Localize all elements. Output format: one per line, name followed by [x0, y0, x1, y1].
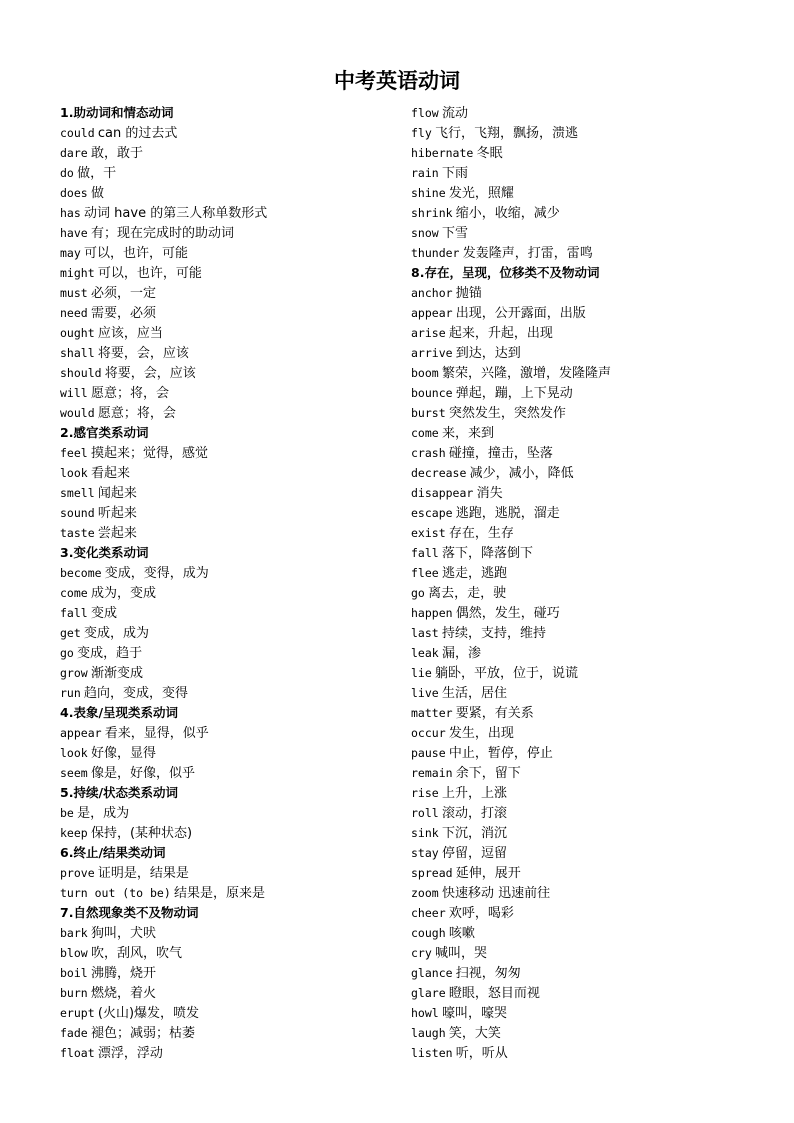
vocab-meaning: 必须，一定: [90, 286, 156, 301]
vocab-word: go: [60, 646, 74, 660]
vocab-meaning: 摸起来；觉得，感觉: [90, 446, 208, 461]
vocab-meaning: 像是，好像，似乎: [90, 766, 195, 781]
vocab-entry: [60, 1023, 400, 1043]
vocab-word: boom: [411, 366, 439, 380]
vocab-entry: [60, 263, 400, 283]
vocab-meaning: 愿意；将，会: [97, 406, 176, 421]
vocab-word: run: [60, 686, 81, 700]
vocab-word: laugh: [411, 1026, 446, 1040]
vocab-word: shall: [60, 346, 95, 360]
vocab-word: shrink: [411, 206, 453, 220]
vocab-meaning: 扫视，匆匆: [455, 966, 521, 981]
vocab-meaning: 瞪眼，怒目而视: [448, 986, 540, 1001]
vocab-word: decrease: [411, 466, 467, 480]
section-heading-text: 8.存在，呈现，位移类不及物动词: [411, 265, 600, 280]
vocab-word: exist: [411, 526, 446, 540]
vocab-word: roll: [411, 806, 439, 820]
vocab-entry: [411, 763, 751, 783]
vocab-word: come: [60, 586, 88, 600]
vocab-meaning: 渐渐变成: [90, 666, 143, 681]
vocab-meaning: 将要，会，应该: [104, 366, 196, 381]
vocab-entry: [411, 503, 751, 523]
vocab-word: become: [60, 566, 102, 580]
vocab-entry: [60, 663, 400, 683]
vocab-meaning: 抛锚: [455, 286, 482, 301]
section-heading-text: 7.自然现象类不及物动词: [60, 905, 199, 920]
section-heading: [60, 783, 400, 803]
vocab-word: float: [60, 1046, 95, 1060]
vocab-word: fade: [60, 1026, 88, 1040]
vocab-meaning: 看来，显得，似乎: [104, 726, 209, 741]
vocab-meaning: (火山)爆发，喷发: [97, 1006, 200, 1021]
vocab-word: cheer: [411, 906, 446, 920]
vocab-meaning: 碰撞，撞击，坠落: [448, 446, 553, 461]
vocab-entry: [411, 683, 751, 703]
vocab-meaning: 可以，也许，可能: [84, 246, 189, 261]
vocab-meaning: 消失: [476, 486, 503, 501]
vocab-entry: [411, 1003, 751, 1023]
vocab-word: should: [60, 366, 102, 380]
vocab-meaning: 成为，变成: [90, 586, 156, 601]
vocab-entry: [411, 603, 751, 623]
vocab-entry: [411, 843, 751, 863]
vocab-word: look: [60, 466, 88, 480]
vocab-meaning: 流动: [441, 106, 468, 121]
vocab-entry: [60, 623, 400, 643]
vocab-meaning: 需要，必须: [90, 306, 156, 321]
vocab-word: may: [60, 246, 81, 260]
vocab-word: does: [60, 186, 88, 200]
vocab-word: remain: [411, 766, 453, 780]
vocab-word: cry: [411, 946, 432, 960]
section-heading: [411, 263, 751, 283]
vocab-meaning: 到达，达到: [455, 346, 521, 361]
vocab-word: fall: [411, 546, 439, 560]
vocab-entry: [411, 443, 751, 463]
vocab-entry: [60, 863, 400, 883]
vocab-meaning: 有；现在完成时的助动词: [90, 226, 234, 241]
vocab-meaning: 发光，照耀: [448, 186, 514, 201]
vocab-entry: [411, 823, 751, 843]
vocab-entry: [60, 563, 400, 583]
vocab-word: snow: [411, 226, 439, 240]
vocab-meaning: 突然发生，突然发作: [448, 406, 566, 421]
vocab-entry: [411, 943, 751, 963]
vocab-word: howl: [411, 1006, 439, 1020]
vocab-meaning: 应该，应当: [97, 326, 163, 341]
vocab-meaning: 弹起，蹦，上下晃动: [455, 386, 573, 401]
vocab-meaning: 变成，趋于: [77, 646, 143, 661]
vocab-meaning: 好像，显得: [90, 746, 156, 761]
vocab-word: shine: [411, 186, 446, 200]
vocab-entry: [411, 463, 751, 483]
vocab-word: flow: [411, 106, 439, 120]
vocab-meaning: 燃烧，着火: [90, 986, 156, 1001]
vocab-meaning: 缩小，收缩，减少: [455, 206, 560, 221]
vocab-word: fall: [60, 606, 88, 620]
vocab-entry: [411, 383, 751, 403]
vocab-entry: [60, 683, 400, 703]
vocab-word: cough: [411, 926, 446, 940]
vocab-word: go: [411, 586, 425, 600]
vocab-entry: [60, 823, 400, 843]
vocab-word: occur: [411, 726, 446, 740]
vocab-meaning: 逃走，逃跑: [441, 566, 507, 581]
left-column: [60, 103, 400, 1063]
vocab-meaning: 做，干: [77, 166, 117, 181]
vocab-meaning: 下雪: [441, 226, 468, 241]
section-heading: [60, 843, 400, 863]
vocab-entry: [60, 923, 400, 943]
vocab-entry: [60, 223, 400, 243]
vocab-entry: [411, 723, 751, 743]
vocab-meaning: 褪色；减弱；枯萎: [90, 1026, 195, 1041]
vocab-word: prove: [60, 866, 95, 880]
vocab-meaning: 狗叫，犬吠: [90, 926, 156, 941]
vocab-meaning: 喊叫，哭: [435, 946, 488, 961]
vocab-entry: [60, 463, 400, 483]
vocab-entry: [60, 803, 400, 823]
vocab-word: do: [60, 166, 74, 180]
vocab-word: hibernate: [411, 146, 474, 160]
vocab-entry: [60, 283, 400, 303]
vocab-entry: [411, 363, 751, 383]
vocab-entry: [60, 203, 400, 223]
section-heading-text: 3.变化类系动词: [60, 545, 149, 560]
vocab-word: spread: [411, 866, 453, 880]
vocab-meaning: 快速移动 迅速前往: [441, 886, 551, 901]
vocab-word: come: [411, 426, 439, 440]
vocab-meaning: 笑，大笑: [448, 1026, 501, 1041]
vocab-entry: [411, 143, 751, 163]
vocab-entry: [411, 283, 751, 303]
vocab-entry: [411, 203, 751, 223]
vocab-meaning: 繁荣，兴隆，激增，发隆隆声: [441, 366, 611, 381]
vocab-entry: [60, 123, 400, 143]
vocab-entry: [60, 243, 400, 263]
vocab-word: blow: [60, 946, 88, 960]
vocab-entry: [60, 743, 400, 763]
vocab-word: lie: [411, 666, 432, 680]
vocab-word: could: [60, 126, 95, 140]
vocab-entry: [60, 1043, 400, 1063]
vocab-word: burn: [60, 986, 88, 1000]
vocab-meaning: 欢呼，喝彩: [448, 906, 514, 921]
vocab-meaning: 听起来: [97, 506, 137, 521]
vocab-entry: [411, 743, 751, 763]
vocab-entry: [411, 103, 751, 123]
vocab-entry: [60, 163, 400, 183]
vocab-word: arrive: [411, 346, 453, 360]
vocab-word: leak: [411, 646, 439, 660]
vocab-word: need: [60, 306, 88, 320]
vocab-word: listen: [411, 1046, 453, 1060]
vocab-entry: [60, 403, 400, 423]
vocab-entry: [411, 923, 751, 943]
vocab-entry: [411, 543, 751, 563]
vocab-word: fly: [411, 126, 432, 140]
vocab-entry: [60, 503, 400, 523]
vocab-meaning: 吹，刮风，吹气: [90, 946, 182, 961]
vocab-entry: [60, 943, 400, 963]
vocab-word: crash: [411, 446, 446, 460]
vocab-meaning: 愿意；将，会: [90, 386, 169, 401]
section-heading: [60, 103, 400, 123]
vocab-word: might: [60, 266, 95, 280]
vocab-word: have: [60, 226, 88, 240]
vocab-word: pause: [411, 746, 446, 760]
vocab-word: dare: [60, 146, 88, 160]
vocab-entry: [411, 303, 751, 323]
vocab-word: would: [60, 406, 95, 420]
vocab-meaning: 要紧，有关系: [455, 706, 534, 721]
vocab-meaning: can 的过去式: [97, 126, 178, 141]
vocab-word: grow: [60, 666, 88, 680]
vocab-word: rise: [411, 786, 439, 800]
vocab-entry: [60, 583, 400, 603]
vocab-word: feel: [60, 446, 88, 460]
vocab-meaning: 敢，敢于: [90, 146, 143, 161]
vocab-entry: [60, 183, 400, 203]
vocab-word: burst: [411, 406, 446, 420]
vocab-entry: [411, 523, 751, 543]
vocab-meaning: 漂浮，浮动: [97, 1046, 163, 1061]
vocab-meaning: 上升，上涨: [441, 786, 507, 801]
vocab-entry: [60, 343, 400, 363]
vocab-entry: [60, 523, 400, 543]
vocab-word: smell: [60, 486, 95, 500]
vocab-meaning: 尝起来: [97, 526, 137, 541]
vocab-meaning: 动词 have 的第三人称单数形式: [84, 206, 268, 221]
vocab-meaning: 变成，变得，成为: [104, 566, 209, 581]
vocab-meaning: 躺卧，平放，位于，说谎: [435, 666, 579, 681]
vocab-word: rain: [411, 166, 439, 180]
page-title: 中考英语动词: [334, 69, 460, 93]
vocab-entry: [411, 223, 751, 243]
section-heading-text: 2.感官类系动词: [60, 425, 149, 440]
vocab-entry: [60, 603, 400, 623]
vocab-entry: [60, 983, 400, 1003]
vocab-entry: [411, 903, 751, 923]
vocab-meaning: 证明是，结果是: [97, 866, 189, 881]
vocab-meaning: 起来，升起，出现: [448, 326, 553, 341]
vocab-word: anchor: [411, 286, 453, 300]
vocab-entry: [411, 623, 751, 643]
vocab-word: look: [60, 746, 88, 760]
vocab-entry: [60, 443, 400, 463]
vocab-entry: [411, 783, 751, 803]
vocab-word: boil: [60, 966, 88, 980]
vocab-word: seem: [60, 766, 88, 780]
vocab-meaning: 闻起来: [97, 486, 137, 501]
vocab-meaning: 飞行，飞翔，飘扬，溃逃: [435, 126, 579, 141]
vocab-entry: [411, 803, 751, 823]
vocab-meaning: 来，来到: [441, 426, 494, 441]
vocab-meaning: 做: [90, 186, 104, 201]
vocab-word: keep: [60, 826, 88, 840]
vocab-meaning: 落下，降落倒下: [441, 546, 533, 561]
vocab-entry: [411, 563, 751, 583]
vocab-word: matter: [411, 706, 453, 720]
vocab-meaning: 沸腾，烧开: [90, 966, 156, 981]
vocab-word: arise: [411, 326, 446, 340]
vocab-word: bounce: [411, 386, 453, 400]
vocab-entry: [411, 243, 751, 263]
vocab-word: taste: [60, 526, 95, 540]
vocab-word: zoom: [411, 886, 439, 900]
vocab-meaning: 结果是，原来是: [174, 886, 266, 901]
vocab-entry: [60, 643, 400, 663]
vocab-entry: [60, 483, 400, 503]
vocab-word: erupt: [60, 1006, 95, 1020]
section-heading-text: 5.持续/状态类系动词: [60, 785, 179, 800]
vocab-meaning: 下沉，消沉: [441, 826, 507, 841]
vocab-meaning: 余下，留下: [455, 766, 521, 781]
vocab-entry: [60, 1003, 400, 1023]
vocab-entry: [411, 183, 751, 203]
vocab-meaning: 持续，支持，维持: [441, 626, 546, 641]
vocab-meaning: 离去，走，驶: [428, 586, 507, 601]
section-heading: [60, 543, 400, 563]
vocab-entry: [411, 663, 751, 683]
vocab-word: escape: [411, 506, 453, 520]
vocab-meaning: 发生，出现: [448, 726, 514, 741]
vocab-meaning: 嚎叫，嚎哭: [441, 1006, 507, 1021]
vocab-entry: [60, 303, 400, 323]
vocab-word: ought: [60, 326, 95, 340]
vocab-word: flee: [411, 566, 439, 580]
vocab-word: stay: [411, 846, 439, 860]
vocab-entry: [60, 963, 400, 983]
vocab-entry: [411, 483, 751, 503]
vocab-entry: [411, 343, 751, 363]
vocab-meaning: 看起来: [90, 466, 130, 481]
section-heading-text: 6.终止/结果类动词: [60, 845, 166, 860]
vocab-entry: [60, 323, 400, 343]
vocab-meaning: 逃跑，逃脱，溜走: [455, 506, 560, 521]
vocab-entry: [411, 883, 751, 903]
vocab-word: live: [411, 686, 439, 700]
vocab-meaning: 趋向，变成，变得: [84, 686, 189, 701]
vocab-meaning: 漏，渗: [441, 646, 481, 661]
vocab-meaning: 延伸，展开: [455, 866, 521, 881]
vocab-word: must: [60, 286, 88, 300]
vocab-entry: [411, 983, 751, 1003]
vocab-entry: [411, 703, 751, 723]
vocab-meaning: 听，听从: [455, 1046, 508, 1061]
vocab-word: disappear: [411, 486, 474, 500]
vocab-meaning: 发轰隆声，打雷，雷鸣: [462, 246, 593, 261]
vocab-meaning: 是，成为: [77, 806, 130, 821]
vocab-meaning: 保持，(某种状态): [90, 826, 193, 841]
vocab-entry: [60, 383, 400, 403]
vocab-entry: [411, 1023, 751, 1043]
vocab-entry: [411, 163, 751, 183]
vocab-entry: [411, 123, 751, 143]
vocab-entry: [411, 423, 751, 443]
vocab-entry: [411, 1043, 751, 1063]
vocab-word: be: [60, 806, 74, 820]
vocab-word: turn out (to be): [60, 886, 171, 900]
vocab-meaning: 生活，居住: [441, 686, 507, 701]
vocab-word: last: [411, 626, 439, 640]
vocab-word: glare: [411, 986, 446, 1000]
vocab-entry: [411, 403, 751, 423]
section-heading: [60, 423, 400, 443]
vocab-entry: [411, 963, 751, 983]
vocab-entry: [411, 863, 751, 883]
section-heading-text: 1.助动词和情态动词: [60, 105, 174, 120]
vocab-meaning: 将要，会，应该: [97, 346, 189, 361]
vocab-word: appear: [411, 306, 453, 320]
vocab-word: appear: [60, 726, 102, 740]
vocab-meaning: 变成: [90, 606, 117, 621]
vocab-entry: [411, 643, 751, 663]
vocab-word: thunder: [411, 246, 460, 260]
vocab-meaning: 停留，逗留: [441, 846, 507, 861]
vocab-meaning: 出现，公开露面，出版: [455, 306, 586, 321]
right-column: [411, 103, 751, 1063]
vocab-entry: [411, 583, 751, 603]
vocab-entry: [60, 883, 400, 903]
section-heading: [60, 903, 400, 923]
vocab-meaning: 可以，也许，可能: [97, 266, 202, 281]
vocab-word: sound: [60, 506, 95, 520]
vocab-entry: [411, 323, 751, 343]
vocab-entry: [60, 363, 400, 383]
section-heading: [60, 703, 400, 723]
vocab-word: glance: [411, 966, 453, 980]
vocab-word: sink: [411, 826, 439, 840]
vocab-entry: [60, 763, 400, 783]
vocab-entry: [60, 723, 400, 743]
vocab-meaning: 冬眠: [476, 146, 503, 161]
vocab-meaning: 变成，成为: [84, 626, 150, 641]
vocab-word: happen: [411, 606, 453, 620]
vocab-meaning: 减少，减小，降低: [469, 466, 574, 481]
section-heading-text: 4.表象/呈现类系动词: [60, 705, 179, 720]
vocab-meaning: 滚动，打滚: [441, 806, 507, 821]
vocab-word: get: [60, 626, 81, 640]
vocab-word: has: [60, 206, 81, 220]
vocab-word: bark: [60, 926, 88, 940]
vocab-entry: [60, 143, 400, 163]
vocab-meaning: 咳嗽: [448, 926, 475, 941]
vocab-meaning: 偶然，发生，碰巧: [455, 606, 560, 621]
vocab-meaning: 存在，生存: [448, 526, 514, 541]
vocab-meaning: 下雨: [441, 166, 468, 181]
vocab-meaning: 中止，暂停，停止: [448, 746, 553, 761]
vocab-word: will: [60, 386, 88, 400]
